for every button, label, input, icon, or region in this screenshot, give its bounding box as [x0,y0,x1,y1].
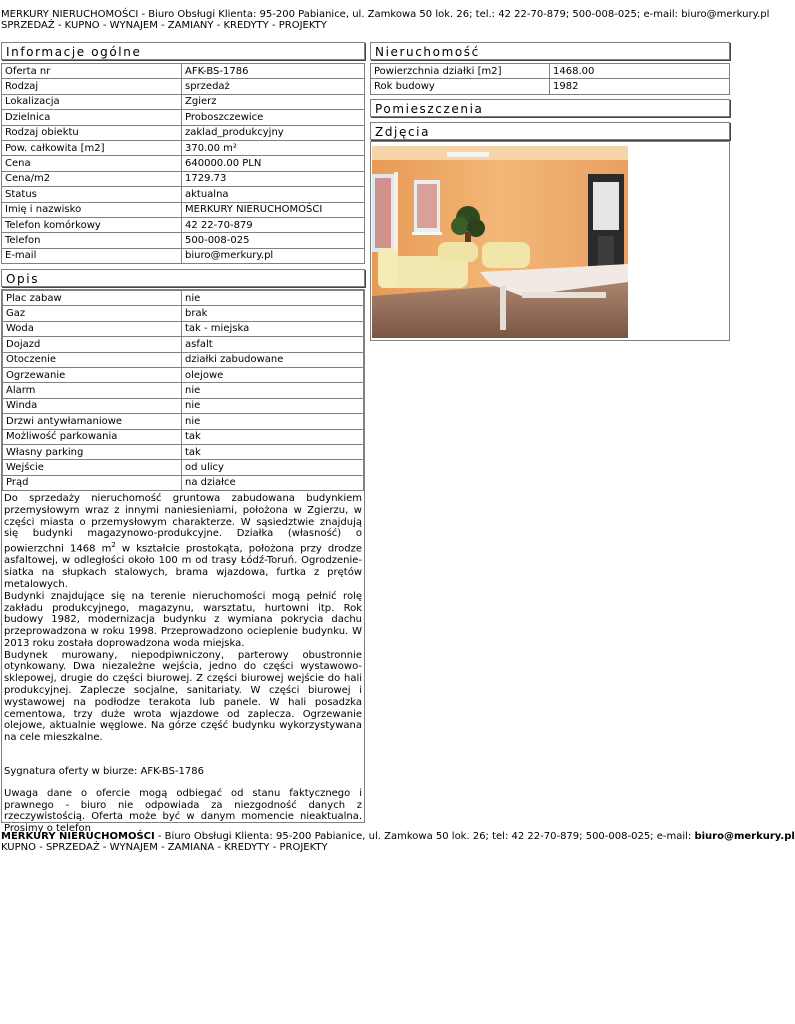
general-value: 500-008-025 [182,233,365,248]
opis-row [3,291,364,306]
opis-row [3,398,364,413]
opis-label: Możliwość parkowania [3,429,182,444]
general-row [2,156,365,171]
opis-row [3,460,364,475]
opis-row [3,337,364,352]
property-row [371,64,730,79]
general-value: Proboszczewice [182,110,365,125]
opis-row [3,383,364,398]
section-title-photos: Zdjęcia [370,122,730,140]
general-row [2,202,365,217]
general-label: Rodzaj obiektu [2,125,182,140]
opis-label: Woda [3,321,182,336]
general-value: Zgierz [182,94,365,109]
disclaimer: Uwaga dane o ofercie mogą odbiegać od stanu faktycznego i prawnego - biuro nie odpowiada za niezgodność danych z rzeczywistością. Oferta może być w danym momencie nieaktualna. Prosimy o telefon [4,787,362,835]
description-text [4,493,362,835]
description-paragraph-2: Budynki znajdujące się na terenie nieruchomości mogą pełnić rolę zakładu produkcyjnego, magazynu, warsztatu, hurtowni itp. Rok budowy 1982, modernizacja budynku z wymiana pokrycia dachu przeprowadzona w roku 1998. Przeprowadzono ocieplenie budynku. W 2013 roku została doprowadzona woda miejska. [4,590,362,649]
general-label: Cena/m2 [2,171,182,186]
opis-row [3,306,364,321]
section-title-rooms: Pomieszczenia [370,99,730,117]
footer-contact-line [1,831,795,842]
opis-value: tak - miejska [182,321,364,336]
opis-row [3,475,364,490]
general-row [2,94,365,109]
opis-label: Ogrzewanie [3,367,182,382]
footer-email[interactable]: biuro@merkury.pl [694,831,795,842]
opis-value: nie [182,383,364,398]
opis-label: Własny parking [3,444,182,459]
footer-services: KUPNO - SPRZEDAŻ - WYNAJEM - ZAMIANA - KREDYTY - PROJEKTY [1,842,328,853]
opis-value: nie [182,414,364,429]
general-label: Dzielnica [2,110,182,125]
general-label: Rodzaj [2,79,182,94]
opis-value: od ulicy [182,460,364,475]
header-company: MERKURY NIERUCHOMOŚCI [1,9,139,20]
general-label: Oferta nr [2,64,182,79]
general-value: MERKURY NIERUCHOMOŚCI [182,202,365,217]
general-value: 1729.73 [182,171,365,186]
offer-signature: Sygnatura oferty w biurze: AFK-BS-1786 [4,766,204,778]
general-row [2,125,365,140]
general-value: biuro@merkury.pl [182,248,365,263]
opis-value: działki zabudowane [182,352,364,367]
opis-row [3,414,364,429]
general-value: 640000.00 PLN [182,156,365,171]
opis-value: olejowe [182,367,364,382]
footer-company: MERKURY NIERUCHOMOŚCI [1,831,155,842]
section-title-general: Informacje ogólne [1,42,365,60]
general-label: Status [2,187,182,202]
office-interior-image [372,146,628,338]
property-table [370,63,730,95]
general-label: Telefon [2,233,182,248]
general-row [2,248,365,263]
general-label: Lokalizacja [2,94,182,109]
opis-row [3,321,364,336]
header-services: SPRZEDAŻ - KUPNO - WYNAJEM - ZAMIANY - KREDYTY - PROJEKTY [1,20,327,31]
general-row [2,64,365,79]
general-row [2,79,365,94]
footer-contact: - Biuro Obsługi Klienta: 95-200 Pabianice, ul. Zamkowa 50 lok. 26; tel: 42 22-70-879; 500-008-025; e-mail: [154,831,695,842]
opis-value: brak [182,306,364,321]
header-contact: - Biuro Obsługi Klienta: 95-200 Pabianice, ul. Zamkowa 50 lok. 26; tel.: 42 22-70-879; 500-008-025; e-mail: biuro@merkury.pl [138,9,770,20]
opis-label: Otoczenie [3,352,182,367]
description-paragraph-1: Do sprzedaży nieruchomość gruntowa zabudowana budynkiem przemysłowym wraz z innymi naniesieniami, położona w Zgierzu, w części miasta o przemysłowym charakterze. W sąsiedztwie znajdują się budynki magazynowo-produkcyjne. Działka (własność) o powierzchni 1468 $m^2$ w kształcie prostokąta, położona przy drodze asfaltowej, w odległości około 100 m od trasy Łódź-Toruń. Ogrodzenie- siatka na słupkach stalowych, brama wjazdowa, furtka z prętów metalowych. [4,493,362,590]
general-label: Pow. całkowita [m2] [2,140,182,155]
opis-label: Plac zabaw [3,291,182,306]
section-title-property: Nieruchomość [370,42,730,60]
property-row [371,79,730,94]
header-contact-line [1,9,769,20]
opis-value: nie [182,291,364,306]
opis-value: na działce [182,475,364,490]
opis-value: tak [182,444,364,459]
general-row [2,187,365,202]
opis-value: nie [182,398,364,413]
general-table [1,63,365,264]
opis-label: Dojazd [3,337,182,352]
opis-label: Winda [3,398,182,413]
opis-label: Prąd [3,475,182,490]
general-label: Cena [2,156,182,171]
property-photo[interactable] [372,146,628,338]
opis-row [3,444,364,459]
general-label: Telefon komórkowy [2,217,182,232]
property-label: Powierzchnia działki [m2] [371,64,550,79]
opis-label: Gaz [3,306,182,321]
general-value: 42 22-70-879 [182,217,365,232]
property-value: 1982 [550,79,730,94]
general-value: 370.00 m² [182,140,365,155]
general-value: AFK-BS-1786 [182,64,365,79]
general-label: E-mail [2,248,182,263]
general-row [2,110,365,125]
opis-value: asfalt [182,337,364,352]
general-label: Imię i nazwisko [2,202,182,217]
opis-row [3,352,364,367]
opis-label: Wejście [3,460,182,475]
opis-label: Drzwi antywłamaniowe [3,414,182,429]
property-value: 1468.00 [550,64,730,79]
opis-label: Alarm [3,383,182,398]
general-row [2,171,365,186]
description-paragraph-3: Budynek murowany, niepodpiwniczony, parterowy obustronnie otynkowany. Dwa niezależne wejścia, jedno do części wystawowo-sklepowej, drugie do części biurowej. Z części biurowej wejście do hali produkcyjnej. Zaplecze socjalne, sanitariaty. W części biurowej i wystawowej na podłodze terakota lub panele. W hali posadzka cementowa, trzy duże wrota wjazdowe od zaplecza. Ogrzewanie olejowe, aktualnie węglowe. Na górze część budynku wykorzystywana na cele mieszkalne. [4,649,362,744]
general-value: zaklad_produkcyjny [182,125,365,140]
property-label: Rok budowy [371,79,550,94]
general-value: aktualna [182,187,365,202]
general-value: sprzedaż [182,79,365,94]
section-title-opis: Opis [1,269,365,287]
opis-value: tak [182,429,364,444]
opis-row [3,429,364,444]
general-row [2,140,365,155]
general-row [2,217,365,232]
general-row [2,233,365,248]
opis-row [3,367,364,382]
